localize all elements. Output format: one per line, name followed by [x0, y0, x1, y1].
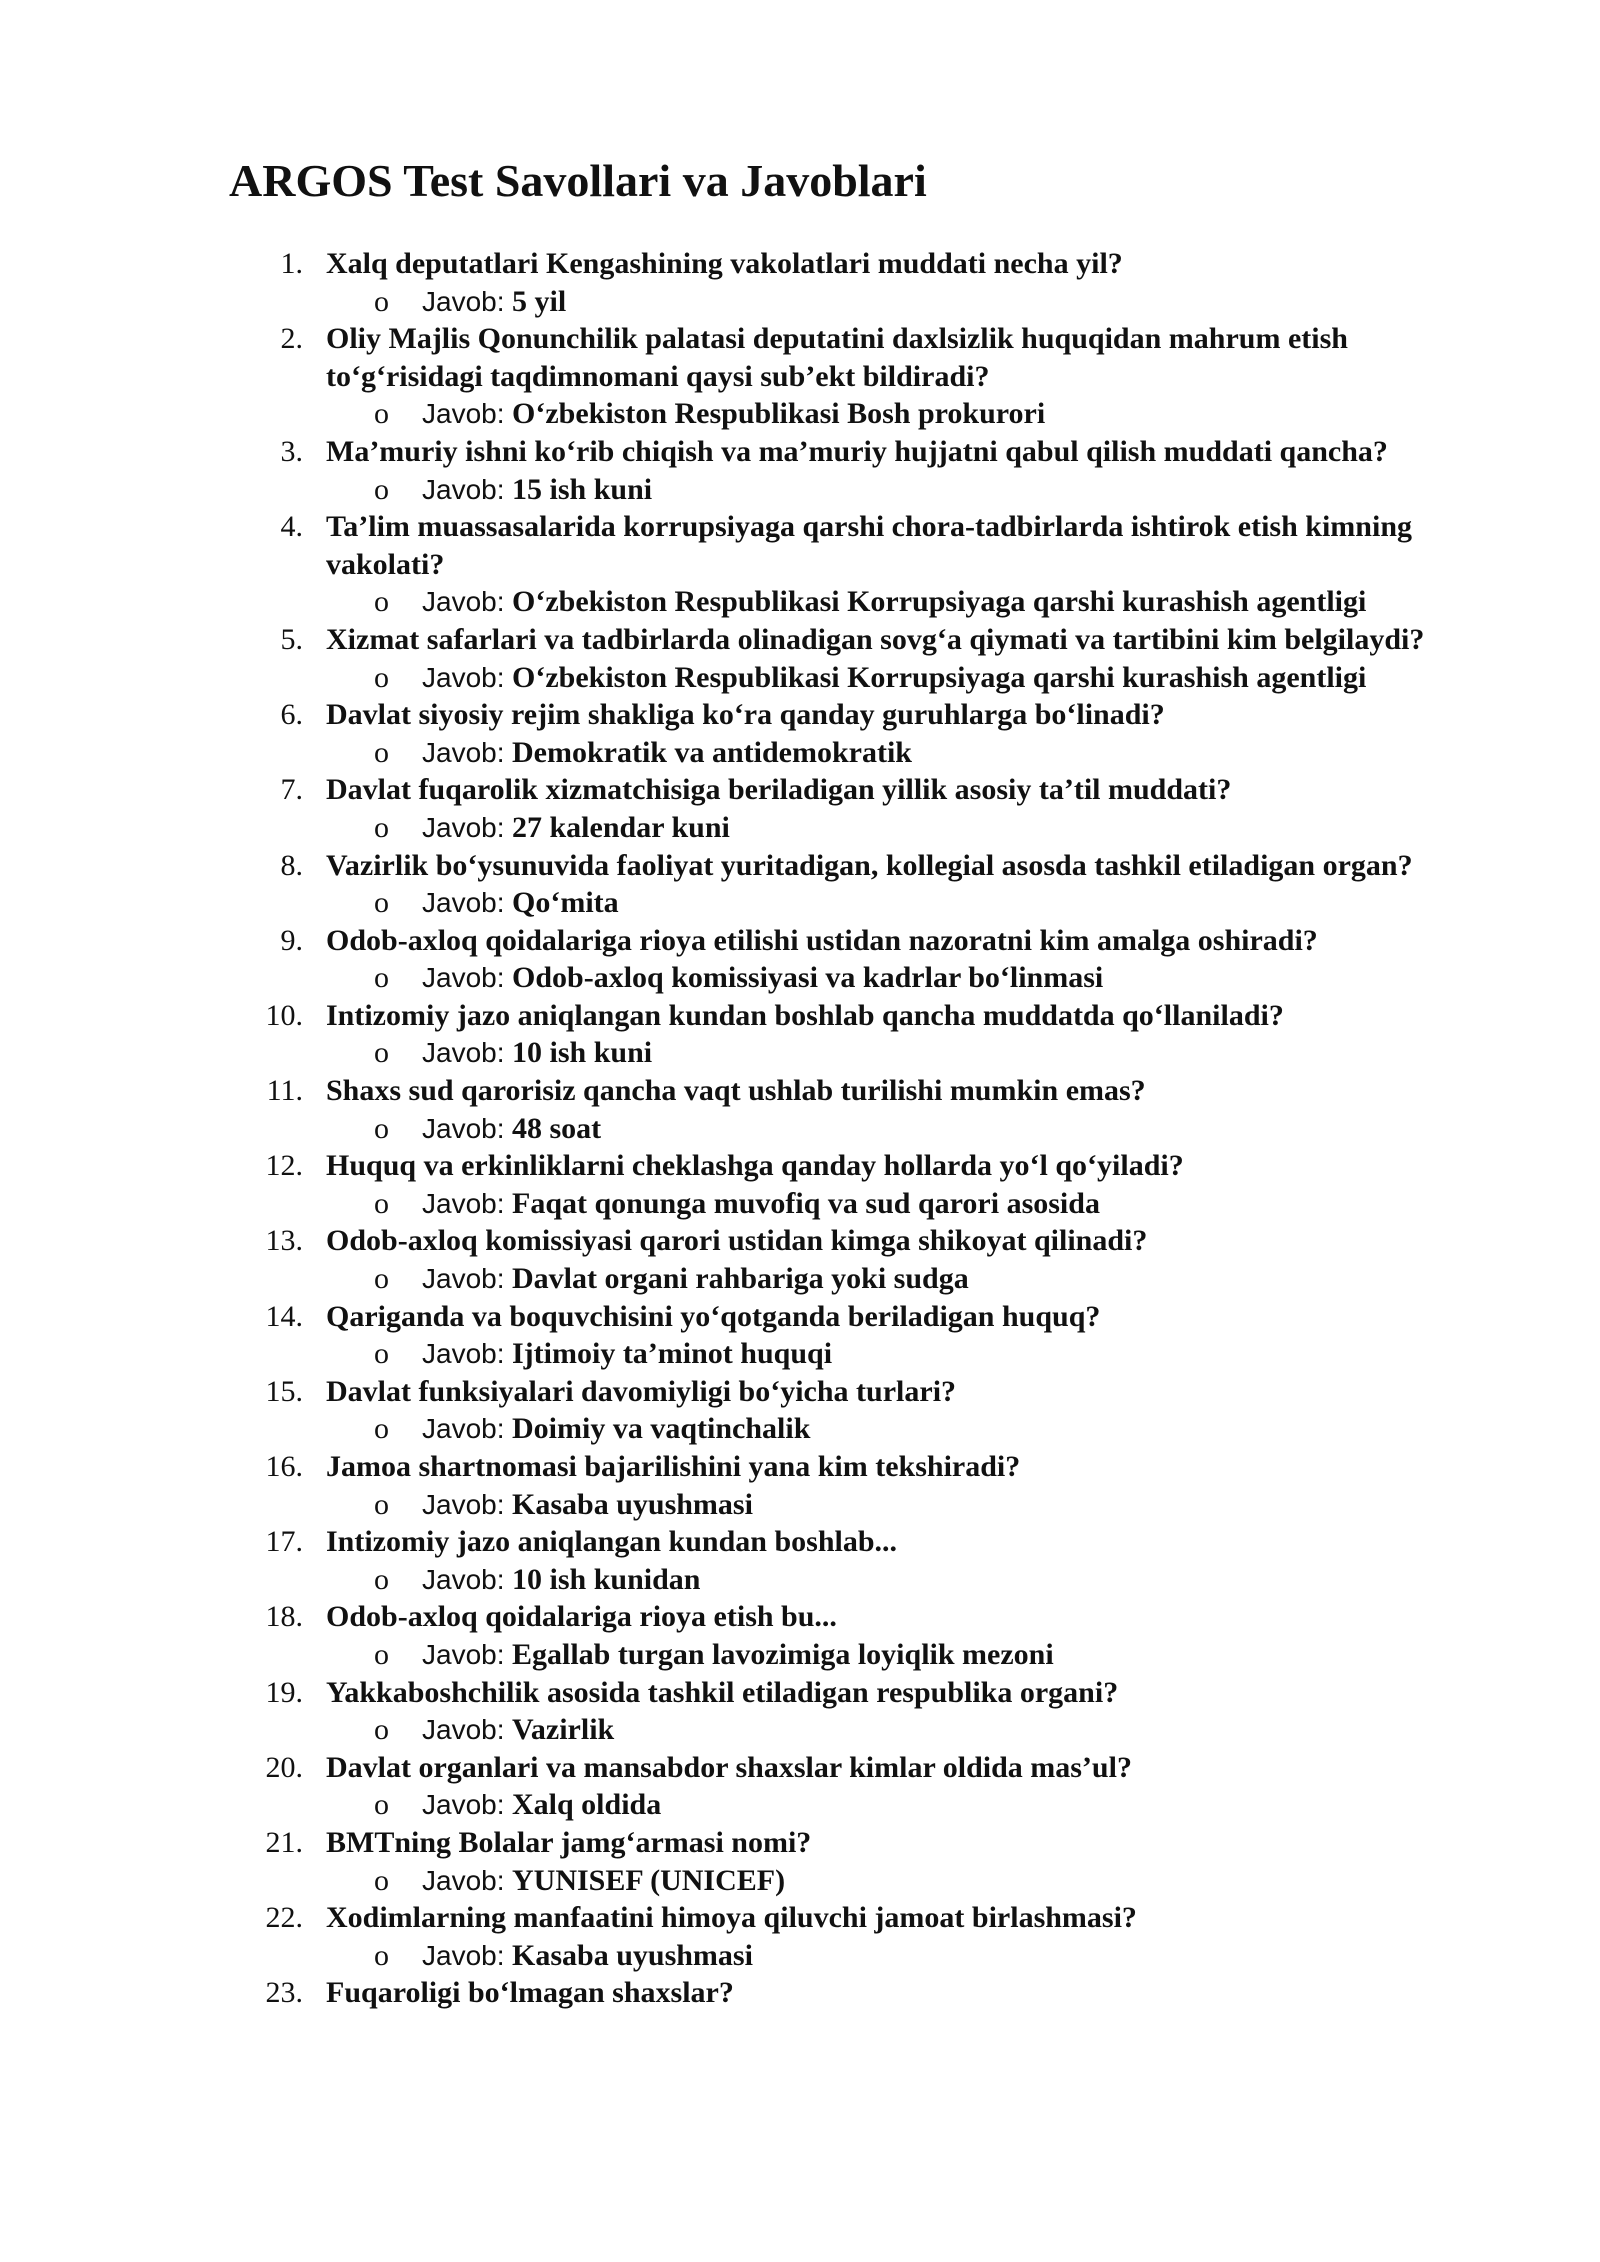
question-row: [229, 1974, 1489, 2012]
answer-text: Ijtimoiy ta’minot huquqi: [512, 1337, 833, 1371]
circle-bullet-icon: o: [374, 1713, 389, 1747]
answer-label: Javob:: [422, 398, 505, 430]
question-item: [229, 1974, 1489, 2012]
question-item: [229, 1824, 1489, 1899]
question-text: Qariganda va boquvchisini yo‘qotganda beriladigan huquq?: [326, 1299, 1101, 1333]
question-text: Ta’lim muassasalarida korrupsiyaga qarshi chora-tadbirlarda ishtirok etish kimning vakolati?: [326, 510, 1413, 581]
circle-bullet-icon: o: [374, 1262, 389, 1296]
question-row: [229, 997, 1489, 1035]
question-item: [229, 1147, 1489, 1222]
answer-text: 48 soat: [512, 1111, 602, 1145]
question-text: Shaxs sud qarorisiz qancha vaqt ushlab turilishi mumkin emas?: [326, 1074, 1146, 1108]
circle-bullet-icon: o: [374, 1938, 389, 1972]
answer-row: [229, 1335, 1489, 1373]
answer-row: [229, 659, 1489, 697]
circle-bullet-icon: o: [374, 1412, 389, 1446]
question-row: [229, 1147, 1489, 1185]
question-item: [229, 1749, 1489, 1824]
answer-label: Javob:: [422, 1187, 505, 1219]
question-row: [229, 245, 1489, 283]
answer-label: Javob:: [422, 1338, 505, 1370]
question-item: [229, 1298, 1489, 1373]
circle-bullet-icon: o: [374, 660, 389, 694]
answer-text: 15 ish kuni: [512, 472, 653, 506]
answer-text: Davlat organi rahbariga yoki sudga: [512, 1262, 969, 1296]
question-number: 16.: [265, 1450, 303, 1483]
question-text: Odob-axloq komissiyasi qarori ustidan kimga shikoyat qilinadi?: [326, 1224, 1148, 1258]
question-item: [229, 771, 1489, 846]
question-text: Xodimlarning manfaatini himoya qiluvchi jamoat birlashmasi?: [326, 1901, 1137, 1935]
question-number: 4.: [280, 510, 303, 544]
circle-bullet-icon: o: [374, 1337, 389, 1371]
answer-label: Javob:: [422, 1939, 505, 1971]
circle-bullet-icon: o: [374, 1487, 389, 1521]
answer-label: Javob:: [422, 285, 505, 317]
question-number: 15.: [265, 1374, 303, 1408]
question-number: 10.: [265, 998, 303, 1032]
question-row: [229, 1674, 1489, 1712]
answer-label: Javob:: [422, 811, 505, 843]
answer-text: 27 kalendar kuni: [512, 810, 730, 844]
question-number: 12.: [265, 1149, 303, 1183]
question-text: Oliy Majlis Qonunchilik palatasi deputatini daxlsizlik huquqidan mahrum etish to‘g‘risidagi taqdimnomani qaysi sub’ekt bildiradi?: [326, 322, 1348, 393]
answer-row: [229, 1937, 1489, 1975]
answer-row: [229, 1862, 1489, 1900]
question-number: 17.: [265, 1525, 303, 1559]
question-text: Fuqaroligi bo‘lmagan shaxslar?: [326, 1976, 734, 2010]
circle-bullet-icon: o: [374, 886, 389, 920]
question-item: [229, 1448, 1489, 1523]
question-text: Vazirlik bo‘ysunuvida faoliyat yuritadigan, kollegial asosda tashkil etiladigan organ?: [326, 848, 1413, 882]
answer-label: Javob:: [422, 586, 505, 618]
answer-label: Javob:: [422, 661, 505, 693]
answer-row: [229, 1486, 1489, 1524]
answer-row: [229, 959, 1489, 997]
circle-bullet-icon: o: [374, 1637, 389, 1671]
answer-label: Javob:: [422, 1714, 505, 1746]
question-item: [229, 245, 1489, 320]
answer-text: Egallab turgan lavozimiga loyiqlik mezoni: [512, 1637, 1054, 1671]
answer-row: [229, 1636, 1489, 1674]
circle-bullet-icon: o: [374, 1863, 389, 1897]
question-text: Jamoa shartnomasi bajarilishini yana kim tekshiradi?: [326, 1450, 1021, 1483]
answer-text: Faqat qonunga muvofiq va sud qarori asosida: [512, 1186, 1100, 1220]
question-text: Intizomiy jazo aniqlangan kundan boshlab qancha muddatda qo‘llaniladi?: [326, 998, 1284, 1032]
answer-text: YUNISEF (UNICEF): [512, 1863, 786, 1897]
circle-bullet-icon: o: [374, 961, 389, 995]
question-item: [229, 1373, 1489, 1448]
answer-label: Javob:: [422, 1112, 505, 1144]
answer-row: [229, 734, 1489, 772]
answer-row: [229, 1034, 1489, 1072]
answer-label: Javob:: [422, 1413, 505, 1445]
question-item: [229, 922, 1489, 997]
answer-text: Odob-axloq komissiyasi va kadrlar bo‘linmasi: [512, 961, 1104, 995]
question-list: [229, 245, 1489, 2012]
question-number: 3.: [280, 434, 303, 468]
question-number: 11.: [266, 1074, 303, 1108]
question-row: [229, 771, 1489, 809]
question-row: [229, 1899, 1489, 1937]
question-row: [229, 922, 1489, 960]
question-item: [229, 847, 1489, 922]
answer-text: 10 ish kuni: [512, 1036, 653, 1070]
question-row: [229, 696, 1489, 734]
question-item: [229, 621, 1489, 696]
answer-row: [229, 1410, 1489, 1448]
answer-label: Javob:: [422, 1864, 505, 1896]
question-text: Intizomiy jazo aniqlangan kundan boshlab...: [326, 1525, 898, 1559]
question-number: 13.: [265, 1224, 303, 1258]
circle-bullet-icon: o: [374, 472, 389, 506]
circle-bullet-icon: o: [374, 397, 389, 431]
circle-bullet-icon: o: [374, 1111, 389, 1145]
answer-text: Demokratik va antidemokratik: [512, 735, 912, 769]
question-item: [229, 997, 1489, 1072]
question-text: Huquq va erkinliklarni cheklashga qanday hollarda yo‘l qo‘yiladi?: [326, 1149, 1184, 1183]
answer-label: Javob:: [422, 1488, 505, 1520]
answer-text: Vazirlik: [512, 1713, 615, 1747]
answer-row: [229, 1110, 1489, 1148]
question-text: Yakkaboshchilik asosida tashkil etiladigan respublika organi?: [326, 1675, 1119, 1709]
answer-label: Javob:: [422, 962, 505, 994]
answer-text: Kasaba uyushmasi: [512, 1487, 753, 1521]
question-row: [229, 1749, 1489, 1787]
question-text: Davlat funksiyalari davomiyligi bo‘yicha turlari?: [326, 1374, 957, 1408]
circle-bullet-icon: o: [374, 1036, 389, 1070]
circle-bullet-icon: o: [374, 1562, 389, 1596]
question-row: [229, 621, 1489, 659]
question-row: [229, 1373, 1489, 1411]
question-number: 8.: [280, 848, 303, 882]
answer-row: [229, 283, 1489, 321]
answer-row: [229, 583, 1489, 621]
question-row: [229, 433, 1489, 471]
answer-row: [229, 1185, 1489, 1223]
question-number: 9.: [280, 923, 303, 957]
question-row: [229, 1523, 1489, 1561]
answer-text: 5 yil: [512, 284, 567, 318]
answer-label: Javob:: [422, 1037, 505, 1069]
answer-text: Kasaba uyushmasi: [512, 1938, 753, 1972]
question-item: [229, 320, 1489, 433]
answer-text: O‘zbekiston Respublikasi Korrupsiyaga qarshi kurashish agentligi: [512, 660, 1367, 694]
circle-bullet-icon: o: [374, 1186, 389, 1220]
question-row: [229, 1298, 1489, 1336]
question-text: Odob-axloq qoidalariga rioya etilishi ustidan nazoratni kim amalga oshiradi?: [326, 923, 1318, 957]
question-row: [229, 1222, 1489, 1260]
question-number: 20.: [265, 1750, 303, 1784]
question-number: 19.: [265, 1675, 303, 1709]
answer-row: [229, 809, 1489, 847]
answer-row: [229, 1711, 1489, 1749]
question-text: BMTning Bolalar jamg‘armasi nomi?: [326, 1825, 812, 1859]
answer-row: [229, 1786, 1489, 1824]
question-item: [229, 1899, 1489, 1974]
answer-label: Javob:: [422, 1789, 505, 1821]
question-number: 6.: [280, 698, 303, 732]
question-row: [229, 847, 1489, 885]
question-item: [229, 1072, 1489, 1147]
question-number: 7.: [280, 773, 303, 807]
circle-bullet-icon: o: [374, 1788, 389, 1822]
answer-text: Qo‘mita: [512, 886, 619, 920]
question-text: Davlat fuqarolik xizmatchisiga beriladigan yillik asosiy ta’til muddati?: [326, 773, 1232, 807]
answer-row: [229, 395, 1489, 433]
question-number: 21.: [265, 1825, 303, 1859]
answer-row: [229, 471, 1489, 509]
circle-bullet-icon: o: [374, 585, 389, 619]
question-number: 2.: [280, 322, 303, 356]
question-number: 5.: [280, 622, 303, 656]
answer-label: Javob:: [422, 1638, 505, 1670]
question-row: [229, 508, 1489, 583]
question-item: [229, 1598, 1489, 1673]
question-row: [229, 1598, 1489, 1636]
question-text: Xalq deputatlari Kengashining vakolatlari muddati necha yil?: [326, 247, 1123, 280]
circle-bullet-icon: o: [374, 810, 389, 844]
answer-text: Doimiy va vaqtinchalik: [512, 1412, 811, 1446]
answer-label: Javob:: [422, 1563, 505, 1595]
answer-label: Javob:: [422, 736, 505, 768]
answer-text: Xalq oldida: [512, 1788, 662, 1822]
circle-bullet-icon: o: [374, 284, 389, 318]
question-text: Davlat siyosiy rejim shakliga ko‘ra qanday guruhlarga bo‘linadi?: [326, 698, 1165, 732]
question-text: Ma’muriy ishni ko‘rib chiqish va ma’muriy hujjatni qabul qilish muddati qancha?: [326, 434, 1388, 468]
answer-row: [229, 1260, 1489, 1298]
question-item: [229, 696, 1489, 771]
answer-row: [229, 884, 1489, 922]
question-item: [229, 1523, 1489, 1598]
answer-text: 10 ish kunidan: [512, 1562, 701, 1596]
question-row: [229, 1072, 1489, 1110]
answer-label: Javob:: [422, 473, 505, 505]
question-number: 22.: [265, 1901, 303, 1935]
answer-text: O‘zbekiston Respublikasi Bosh prokurori: [512, 397, 1046, 431]
answer-text: O‘zbekiston Respublikasi Korrupsiyaga qarshi kurashish agentligi: [512, 585, 1367, 619]
answer-label: Javob:: [422, 887, 505, 919]
answer-label: Javob:: [422, 1263, 505, 1295]
question-text: Odob-axloq qoidalariga rioya etish bu...: [326, 1600, 837, 1634]
question-row: [229, 1824, 1489, 1862]
circle-bullet-icon: o: [374, 735, 389, 769]
question-item: [229, 1222, 1489, 1297]
question-number: 1.: [280, 247, 303, 280]
document-title: ARGOS Test Savollari va Javoblari: [229, 155, 927, 206]
question-item: [229, 1674, 1489, 1749]
question-row: [229, 1448, 1489, 1486]
question-number: 23.: [265, 1976, 303, 2010]
question-text: Xizmat safarlari va tadbirlarda olinadigan sovg‘a qiymati va tartibini kim belgilaydi?: [326, 622, 1425, 656]
answer-row: [229, 1561, 1489, 1599]
question-item: [229, 508, 1489, 621]
question-item: [229, 433, 1489, 508]
question-number: 14.: [265, 1299, 303, 1333]
question-number: 18.: [265, 1600, 303, 1634]
question-row: [229, 320, 1489, 395]
question-text: Davlat organlari va mansabdor shaxslar kimlar oldida mas’ul?: [326, 1750, 1132, 1784]
